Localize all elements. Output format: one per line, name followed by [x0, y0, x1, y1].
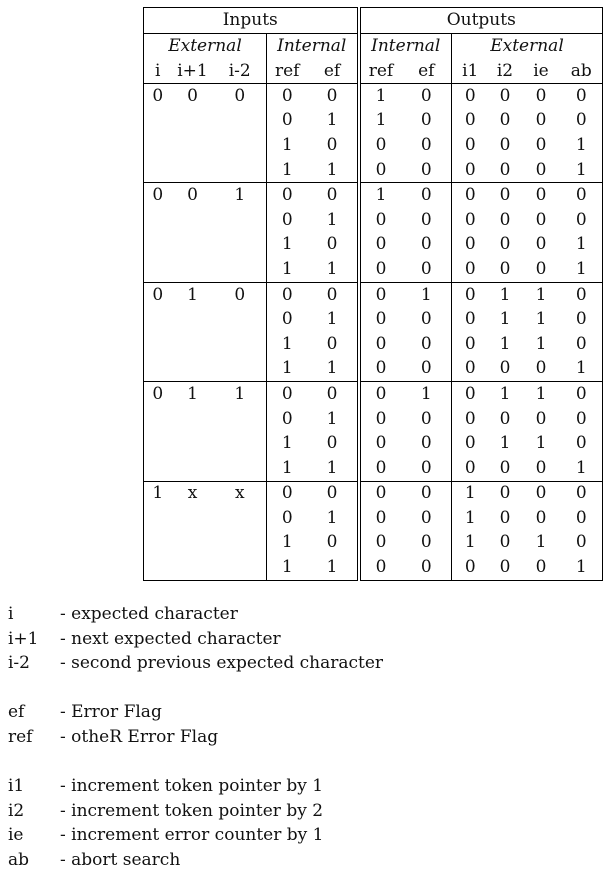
cell-ie: 0 — [535, 185, 547, 206]
cell-in-ef: 1 — [308, 357, 359, 382]
cell-ie: 0 — [535, 483, 547, 504]
cell-i1: 0 — [452, 555, 489, 580]
cell-out-ref: 0 — [359, 555, 402, 580]
cell-i-minus-2: 1 — [214, 183, 267, 208]
col-header-out-ef: ef — [402, 59, 452, 84]
cell-ie: 0 — [535, 507, 547, 528]
cell-out-ef: 0 — [402, 257, 452, 282]
cell-out-ref: 1 — [375, 185, 387, 206]
cell-in-ref: 0 — [281, 383, 293, 404]
cell-in-ref: 1 — [281, 433, 293, 454]
cell-i2: 1 — [499, 333, 511, 354]
cell-in-ef: 1 — [308, 456, 359, 481]
cell-out-ef: 0 — [402, 506, 452, 531]
legend-description: - second previous expected character — [60, 653, 384, 674]
cell-in-ref: 0 — [281, 408, 293, 429]
legend-description: - increment token pointer by 1 — [60, 776, 324, 797]
legend-symbol: ref — [8, 726, 33, 747]
cell-out-ref: 0 — [375, 209, 387, 230]
header-outputs-external: External — [452, 34, 603, 60]
legend-description: - increment token pointer by 2 — [60, 800, 324, 821]
table-row — [144, 307, 603, 332]
cell-in-ref: 1 — [281, 333, 293, 354]
col-header-i: i — [144, 59, 172, 84]
cell-in-ef: 0 — [308, 431, 359, 456]
cell-i-minus-2: 1 — [214, 382, 267, 407]
header-inputs-external: External — [144, 34, 267, 60]
cell-out-ef: 0 — [402, 109, 452, 134]
cell-out-ref: 0 — [375, 134, 387, 155]
cell-i1: 0 — [452, 257, 489, 282]
legend-description: - next expected character — [60, 628, 281, 649]
cell-ab: 0 — [561, 208, 603, 233]
cell-i1: 0 — [464, 433, 476, 454]
table-row — [144, 109, 603, 134]
legend-group — [8, 602, 383, 676]
cell-i2: 0 — [499, 85, 511, 106]
cell-in-ef: 1 — [308, 158, 359, 183]
cell-ab: 1 — [561, 133, 603, 158]
table-row — [144, 407, 603, 432]
cell-i1: 1 — [464, 507, 476, 528]
cell-i-minus-2 — [214, 431, 267, 456]
table-row — [144, 84, 603, 109]
cell-ie: 0 — [522, 158, 561, 183]
table-row — [144, 282, 603, 307]
table-row — [144, 456, 603, 481]
col-header-in-ef: ef — [308, 59, 359, 84]
cell-out-ef: 0 — [402, 233, 452, 258]
cell-in-ref: 1 — [267, 456, 308, 481]
cell-i-plus-1 — [172, 133, 214, 158]
cell-ie: 1 — [535, 309, 547, 330]
cell-ie: 0 — [535, 408, 547, 429]
cell-i1: 0 — [452, 357, 489, 382]
cell-ie: 1 — [535, 433, 547, 454]
cell-ie: 0 — [535, 85, 547, 106]
cell-i-plus-1 — [172, 506, 214, 531]
cell-i — [144, 555, 172, 580]
cell-ie: 0 — [522, 257, 561, 282]
cell-i — [144, 158, 172, 183]
cell-i-minus-2: 0 — [214, 282, 267, 307]
table-row — [144, 233, 603, 258]
cell-in-ef: 0 — [308, 382, 359, 407]
cell-i2: 0 — [489, 357, 522, 382]
legend — [8, 602, 383, 873]
cell-i-minus-2 — [214, 407, 267, 432]
cell-ab: 0 — [561, 84, 603, 109]
cell-in-ref: 1 — [281, 134, 293, 155]
cell-in-ef: 1 — [308, 109, 359, 134]
cell-out-ef: 0 — [402, 481, 452, 506]
cell-i-plus-1 — [172, 332, 214, 357]
cell-ie: 1 — [535, 284, 547, 305]
cell-i-plus-1: 0 — [187, 85, 198, 106]
legend-symbol: ef — [8, 702, 25, 723]
cell-i2: 1 — [499, 433, 511, 454]
col-header-ab: ab — [561, 59, 603, 84]
header-outputs: Outputs — [359, 8, 603, 34]
cell-i — [144, 133, 172, 158]
table-row — [144, 555, 603, 580]
cell-in-ref: 0 — [281, 209, 293, 230]
cell-in-ef: 1 — [308, 506, 359, 531]
cell-i-plus-1: 1 — [187, 284, 198, 305]
table-row — [144, 208, 603, 233]
table-row — [144, 531, 603, 556]
cell-i-plus-1 — [172, 456, 214, 481]
cell-out-ref: 0 — [375, 309, 387, 330]
truth-table — [143, 7, 603, 581]
col-header-i2: i2 — [489, 59, 522, 84]
table-row — [144, 481, 603, 506]
cell-ab: 1 — [561, 257, 603, 282]
table-row — [144, 431, 603, 456]
cell-ie: 0 — [535, 110, 547, 131]
cell-i-plus-1 — [172, 307, 214, 332]
legend-description: - abort search — [60, 849, 181, 870]
cell-i2: 1 — [499, 309, 511, 330]
cell-out-ef: 0 — [402, 158, 452, 183]
cell-in-ref: 0 — [281, 507, 293, 528]
cell-i1: 1 — [464, 483, 476, 504]
cell-ab: 1 — [561, 158, 603, 183]
legend-item — [8, 627, 383, 652]
cell-in-ref: 1 — [267, 357, 308, 382]
cell-in-ef: 0 — [308, 531, 359, 556]
cell-out-ref: 1 — [375, 85, 387, 106]
cell-i — [144, 233, 172, 258]
cell-i2: 0 — [499, 483, 511, 504]
legend-description: - expected character — [60, 604, 238, 624]
cell-ab: 1 — [561, 555, 603, 580]
cell-i2: 0 — [489, 456, 522, 481]
cell-i: 0 — [144, 183, 172, 208]
cell-in-ef: 1 — [308, 407, 359, 432]
col-header-i-plus-1: i+1 — [172, 59, 214, 84]
cell-in-ef: 1 — [308, 307, 359, 332]
cell-i-minus-2 — [214, 233, 267, 258]
cell-in-ef: 1 — [308, 257, 359, 282]
cell-out-ref: 0 — [375, 507, 387, 528]
table-row — [144, 133, 603, 158]
cell-i2: 1 — [499, 284, 511, 305]
cell-ab: 0 — [561, 307, 603, 332]
col-header-out-ref: ref — [359, 59, 402, 84]
cell-i-minus-2: 0 — [214, 84, 267, 109]
cell-i-plus-1: 0 — [187, 185, 198, 206]
cell-i-plus-1 — [172, 531, 214, 556]
cell-in-ref: 1 — [267, 555, 308, 580]
legend-item — [8, 848, 383, 873]
cell-i-minus-2 — [214, 357, 267, 382]
cell-ab: 0 — [561, 183, 603, 208]
cell-i-minus-2 — [214, 133, 267, 158]
cell-ab: 1 — [561, 233, 603, 258]
cell-i2: 0 — [499, 185, 511, 206]
cell-out-ref: 0 — [375, 433, 387, 454]
cell-out-ef: 0 — [402, 208, 452, 233]
cell-i2: 0 — [489, 257, 522, 282]
col-header-i1: i1 — [452, 59, 489, 84]
cell-out-ef: 0 — [402, 133, 452, 158]
legend-symbol: i1 — [8, 776, 25, 797]
cell-in-ef: 0 — [308, 332, 359, 357]
cell-out-ef: 0 — [402, 183, 452, 208]
cell-in-ref: 0 — [281, 284, 293, 305]
legend-item — [8, 602, 383, 627]
cell-out-ref: 0 — [375, 383, 387, 404]
cell-i-plus-1 — [172, 158, 214, 183]
cell-out-ef: 0 — [402, 407, 452, 432]
cell-i — [144, 109, 172, 134]
cell-i — [144, 307, 172, 332]
cell-i-minus-2 — [214, 332, 267, 357]
cell-ab: 0 — [561, 382, 603, 407]
table-row — [144, 158, 603, 183]
cell-in-ef: 1 — [308, 208, 359, 233]
cell-i2: 1 — [499, 383, 511, 404]
cell-in-ef: 0 — [308, 133, 359, 158]
legend-item — [8, 774, 383, 799]
cell-out-ref: 0 — [359, 456, 402, 481]
cell-i-minus-2 — [214, 307, 267, 332]
cell-ie: 0 — [535, 209, 547, 230]
cell-out-ef: 0 — [402, 332, 452, 357]
col-header-in-ref: ref — [267, 59, 308, 84]
cell-in-ref: 1 — [267, 158, 308, 183]
legend-item — [8, 651, 383, 676]
cell-i-minus-2 — [214, 158, 267, 183]
cell-ie: 0 — [535, 134, 547, 155]
table-row — [144, 257, 603, 282]
legend-group — [8, 700, 383, 749]
cell-out-ref: 0 — [359, 357, 402, 382]
cell-i: 0 — [144, 382, 172, 407]
legend-description: - otheR Error Flag — [60, 726, 219, 747]
cell-i2: 0 — [499, 408, 511, 429]
cell-i2: 0 — [499, 507, 511, 528]
cell-i1: 0 — [464, 284, 476, 305]
cell-i1: 0 — [452, 456, 489, 481]
cell-ie: 0 — [522, 555, 561, 580]
cell-ie: 1 — [535, 383, 547, 404]
cell-in-ref: 0 — [281, 185, 293, 206]
cell-i2: 0 — [489, 158, 522, 183]
cell-out-ref: 0 — [375, 284, 387, 305]
cell-in-ef: 0 — [308, 183, 359, 208]
cell-i1: 0 — [464, 408, 476, 429]
cell-in-ref: 0 — [281, 110, 293, 131]
cell-i1: 0 — [464, 383, 476, 404]
cell-i-minus-2: x — [214, 481, 267, 506]
legend-item — [8, 725, 383, 750]
cell-out-ref: 0 — [375, 234, 387, 255]
cell-in-ef: 1 — [308, 555, 359, 580]
cell-ab: 0 — [561, 506, 603, 531]
cell-i-plus-1 — [172, 407, 214, 432]
cell-in-ref: 1 — [281, 532, 293, 553]
cell-i — [144, 357, 172, 382]
header-inputs: Inputs — [144, 8, 359, 34]
legend-symbol: i-2 — [8, 653, 30, 674]
cell-out-ef: 1 — [402, 282, 452, 307]
cell-i: 1 — [144, 481, 172, 506]
cell-ab: 0 — [561, 407, 603, 432]
cell-i — [144, 506, 172, 531]
cell-out-ref: 0 — [375, 333, 387, 354]
legend-item — [8, 823, 383, 848]
cell-i-plus-1 — [172, 431, 214, 456]
cell-in-ref: 0 — [281, 85, 293, 106]
cell-i-minus-2 — [214, 531, 267, 556]
col-header-ie: ie — [522, 59, 561, 84]
cell-out-ef: 0 — [402, 357, 452, 382]
cell-ab: 0 — [561, 282, 603, 307]
col-header-i-minus-2: i-2 — [214, 59, 267, 84]
cell-out-ef: 0 — [402, 531, 452, 556]
legend-symbol: i2 — [8, 800, 25, 821]
cell-i: 0 — [144, 282, 172, 307]
cell-i: 0 — [144, 84, 172, 109]
cell-i1: 0 — [464, 110, 476, 131]
cell-i2: 0 — [499, 234, 511, 255]
cell-in-ef: 0 — [308, 84, 359, 109]
cell-i-minus-2 — [214, 506, 267, 531]
cell-out-ref: 0 — [359, 158, 402, 183]
cell-in-ef: 0 — [308, 282, 359, 307]
cell-i1: 0 — [464, 185, 476, 206]
table-row — [144, 183, 603, 208]
legend-item — [8, 799, 383, 824]
cell-i-plus-1 — [172, 109, 214, 134]
header-inputs-internal: Internal — [267, 34, 359, 60]
table-row — [144, 357, 603, 382]
cell-i — [144, 332, 172, 357]
cell-i-minus-2 — [214, 208, 267, 233]
cell-i1: 0 — [464, 134, 476, 155]
cell-in-ref: 1 — [267, 257, 308, 282]
cell-i-plus-1 — [172, 208, 214, 233]
cell-out-ref: 0 — [359, 257, 402, 282]
cell-i1: 0 — [464, 85, 476, 106]
cell-i1: 0 — [464, 333, 476, 354]
cell-out-ef: 0 — [402, 307, 452, 332]
cell-i2: 0 — [499, 134, 511, 155]
cell-out-ref: 1 — [375, 110, 387, 131]
legend-group — [8, 774, 383, 872]
cell-i — [144, 531, 172, 556]
cell-ie: 0 — [522, 456, 561, 481]
cell-i-minus-2 — [214, 257, 267, 282]
cell-i — [144, 431, 172, 456]
cell-out-ref: 0 — [375, 408, 387, 429]
cell-i1: 0 — [452, 158, 489, 183]
cell-i1: 0 — [464, 309, 476, 330]
cell-i-minus-2 — [214, 555, 267, 580]
cell-out-ef: 0 — [402, 431, 452, 456]
legend-symbol: i — [8, 604, 14, 624]
cell-i — [144, 456, 172, 481]
legend-symbol: ie — [8, 825, 24, 846]
cell-in-ef: 0 — [308, 481, 359, 506]
legend-description: - increment error counter by 1 — [60, 825, 324, 846]
cell-ab: 1 — [561, 357, 603, 382]
cell-i-plus-1 — [172, 555, 214, 580]
cell-ab: 0 — [561, 481, 603, 506]
cell-i2: 0 — [489, 555, 522, 580]
cell-in-ref: 0 — [281, 309, 293, 330]
cell-ab: 1 — [561, 456, 603, 481]
header-outputs-internal: Internal — [359, 34, 452, 60]
cell-i-minus-2 — [214, 456, 267, 481]
table-row — [144, 332, 603, 357]
cell-out-ref: 0 — [375, 532, 387, 553]
cell-out-ef: 0 — [402, 84, 452, 109]
cell-out-ef: 0 — [402, 555, 452, 580]
cell-i2: 0 — [499, 532, 511, 553]
cell-i-plus-1 — [172, 257, 214, 282]
cell-ie: 0 — [535, 234, 547, 255]
cell-i1: 0 — [464, 209, 476, 230]
cell-ie: 1 — [535, 532, 547, 553]
legend-symbol: i+1 — [8, 628, 39, 649]
cell-i-plus-1: 1 — [187, 383, 198, 404]
legend-symbol: ab — [8, 849, 30, 870]
legend-description: - Error Flag — [60, 702, 162, 723]
cell-ie: 0 — [522, 357, 561, 382]
legend-item — [8, 700, 383, 725]
cell-i2: 0 — [499, 209, 511, 230]
cell-ie: 1 — [535, 333, 547, 354]
cell-i — [144, 208, 172, 233]
cell-out-ref: 0 — [375, 483, 387, 504]
cell-ab: 0 — [561, 109, 603, 134]
cell-i-plus-1 — [172, 357, 214, 382]
table-row — [144, 506, 603, 531]
cell-i-minus-2 — [214, 109, 267, 134]
cell-in-ref: 0 — [281, 483, 293, 504]
cell-out-ef: 1 — [402, 382, 452, 407]
table-row — [144, 382, 603, 407]
cell-i-plus-1: x — [187, 483, 198, 504]
cell-in-ref: 1 — [281, 234, 293, 255]
cell-i1: 1 — [464, 532, 476, 553]
cell-out-ef: 0 — [402, 456, 452, 481]
cell-i1: 0 — [464, 234, 476, 255]
cell-ab: 0 — [561, 431, 603, 456]
cell-i — [144, 407, 172, 432]
cell-i — [144, 257, 172, 282]
cell-in-ef: 0 — [308, 233, 359, 258]
cell-ab: 0 — [561, 531, 603, 556]
cell-i-plus-1 — [172, 233, 214, 258]
cell-ab: 0 — [561, 332, 603, 357]
cell-i2: 0 — [499, 110, 511, 131]
